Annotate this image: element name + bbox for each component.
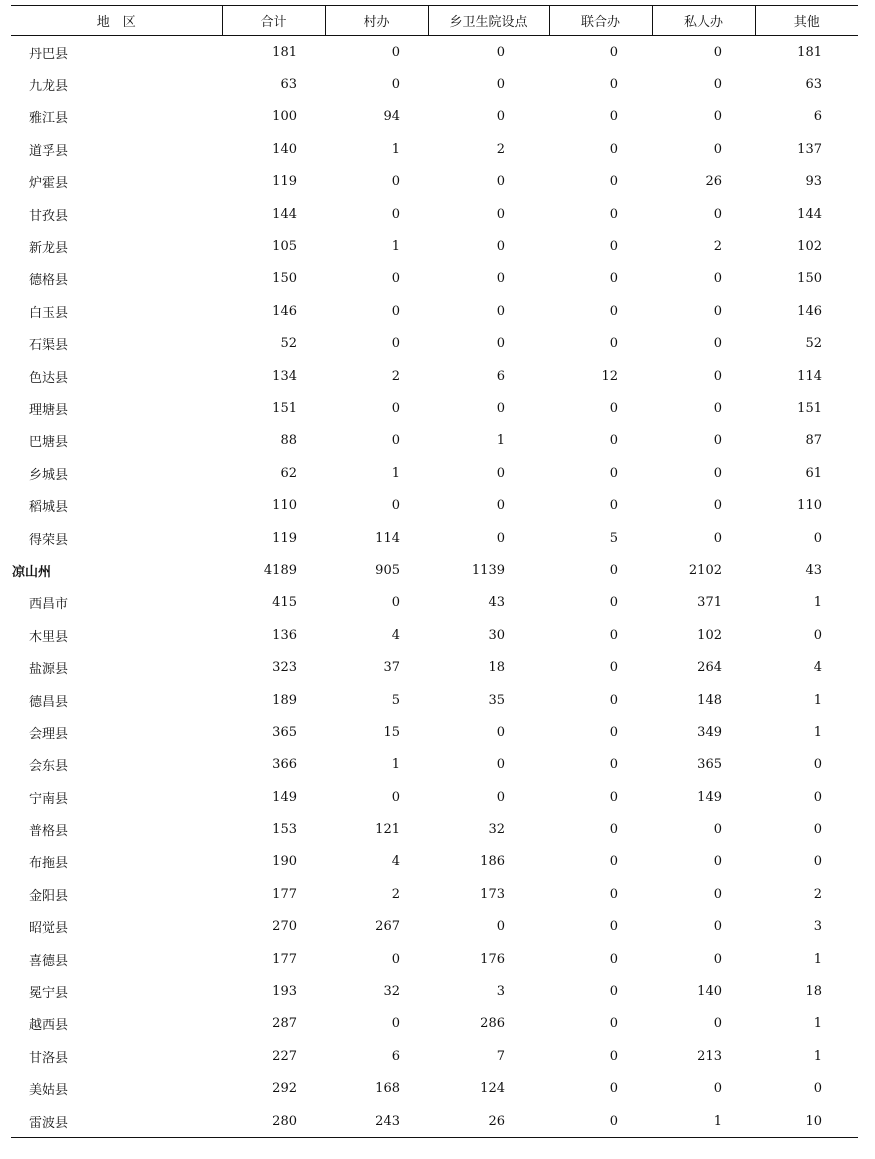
table-header [11, 6, 858, 36]
township-hospital-point-cell: 0 [496, 498, 505, 514]
village-run-cell: 0 [391, 77, 400, 93]
township-hospital-point-cell: 26 [428, 1105, 549, 1138]
region-name-cell: 乡城县 [29, 467, 69, 483]
region-name-cell: 甘孜县 [29, 208, 69, 224]
region-name-cell: 昭觉县 [29, 921, 69, 937]
privately-run-cell: 0 [713, 854, 722, 870]
total-cell: 119 [272, 174, 297, 190]
village-run-cell: 0 [391, 400, 400, 416]
township-hospital-point-cell: 0 [496, 206, 505, 222]
region-name-cell: 木里县 [29, 629, 69, 645]
region-name-cell: 宁南县 [29, 791, 69, 807]
privately-run-cell: 0 [713, 498, 722, 514]
total-cell: 227 [272, 1048, 297, 1064]
other-cell: 0 [813, 627, 822, 643]
table-row [11, 295, 858, 327]
village-run-cell: 1 [391, 239, 400, 255]
jointly-run-cell: 0 [609, 303, 618, 319]
jointly-run-cell: 0 [609, 206, 618, 222]
table-row [11, 651, 858, 683]
table-row [11, 263, 858, 295]
total-cell: 181 [272, 44, 297, 60]
region-name-cell: 巴塘县 [29, 435, 69, 451]
village-run-cell: 0 [391, 271, 400, 287]
table-row [11, 878, 858, 910]
table-row [11, 230, 858, 262]
jointly-run-cell: 0 [609, 1081, 618, 1097]
jointly-run-cell: 0 [609, 239, 618, 255]
village-run-cell: 6 [391, 1048, 400, 1064]
region-name-cell: 丹巴县 [29, 46, 69, 62]
other-cell: 63 [805, 77, 822, 93]
table-row [11, 68, 858, 100]
township-hospital-point-cell: 7 [496, 1048, 505, 1064]
region-name-cell: 会东县 [29, 759, 69, 775]
township-hospital-point-cell: 0 [496, 271, 505, 287]
header-village-run: 村办 [325, 6, 428, 36]
jointly-run-cell: 0 [609, 77, 618, 93]
total-cell: 177 [272, 886, 297, 902]
region-name-cell: 布拖县 [29, 856, 69, 872]
jointly-run-cell: 0 [609, 465, 618, 481]
other-cell: 137 [797, 141, 822, 157]
village-run-cell: 267 [375, 919, 400, 935]
total-cell: 323 [272, 660, 297, 676]
statistics-table [11, 5, 858, 1138]
table-row [11, 328, 858, 360]
jointly-run-cell: 0 [609, 660, 618, 676]
village-run-cell: 4 [391, 627, 400, 643]
region-name-cell: 甘洛县 [29, 1050, 69, 1066]
township-hospital-point-cell: 0 [496, 400, 505, 416]
privately-run-cell: 140 [697, 984, 722, 1000]
jointly-run-cell: 0 [609, 271, 618, 287]
total-cell: 134 [272, 368, 297, 384]
township-hospital-point-cell: 0 [496, 303, 505, 319]
region-name-cell: 色达县 [29, 370, 69, 386]
table-row [11, 975, 858, 1007]
header-jointly-run: 联合办 [549, 6, 652, 36]
township-hospital-point-cell: 43 [488, 595, 505, 611]
table-row [11, 587, 858, 619]
village-run-cell: 0 [391, 433, 400, 449]
table-row [11, 360, 858, 392]
table-row [11, 846, 858, 878]
jointly-run-cell: 0 [609, 886, 618, 902]
region-name-cell: 德格县 [29, 273, 69, 289]
privately-run-cell: 0 [713, 400, 722, 416]
township-hospital-point-cell: 0 [496, 77, 505, 93]
jointly-run-cell: 0 [609, 141, 618, 157]
village-run-cell: 4 [391, 854, 400, 870]
total-cell: 63 [280, 77, 297, 93]
region-name-cell: 炉霍县 [29, 176, 69, 192]
privately-run-cell: 0 [713, 433, 722, 449]
jointly-run-cell: 0 [609, 724, 618, 740]
region-name-cell: 西昌市 [29, 597, 69, 613]
other-cell: 0 [813, 822, 822, 838]
jointly-run-cell: 0 [609, 1016, 618, 1032]
township-hospital-point-cell: 173 [480, 886, 505, 902]
table-row [11, 1105, 858, 1138]
total-cell: 177 [272, 951, 297, 967]
total-cell: 140 [272, 141, 297, 157]
privately-run-cell: 349 [697, 724, 722, 740]
table-row [11, 1008, 858, 1040]
township-hospital-point-cell: 0 [496, 757, 505, 773]
other-cell: 0 [813, 1081, 822, 1097]
village-run-cell: 1 [391, 465, 400, 481]
total-cell: 280 [222, 1105, 325, 1138]
region-name-cell: 凉山州 [12, 564, 52, 580]
other-cell: 146 [797, 303, 822, 319]
village-run-cell: 243 [325, 1105, 428, 1138]
table-row [11, 425, 858, 457]
other-cell: 0 [813, 530, 822, 546]
jointly-run-cell: 0 [609, 789, 618, 805]
privately-run-cell: 1 [652, 1105, 755, 1138]
table-row [11, 911, 858, 943]
region-name-cell: 美姑县 [29, 1083, 69, 1099]
region-name-cell: 雷波县 [11, 1105, 222, 1138]
township-hospital-point-cell: 3 [496, 984, 505, 1000]
total-cell: 52 [280, 336, 297, 352]
village-run-cell: 168 [375, 1081, 400, 1097]
table-row [11, 716, 858, 748]
township-hospital-point-cell: 0 [496, 530, 505, 546]
region-name-cell: 会理县 [29, 726, 69, 742]
total-cell: 189 [272, 692, 297, 708]
other-cell: 0 [813, 789, 822, 805]
other-cell: 93 [805, 174, 822, 190]
privately-run-cell: 371 [697, 595, 722, 611]
privately-run-cell: 149 [697, 789, 722, 805]
total-cell: 150 [272, 271, 297, 287]
privately-run-cell: 264 [697, 660, 722, 676]
village-run-cell: 0 [391, 303, 400, 319]
total-cell: 119 [272, 530, 297, 546]
jointly-run-cell: 0 [609, 854, 618, 870]
total-cell: 146 [272, 303, 297, 319]
jointly-run-cell: 5 [609, 530, 618, 546]
total-cell: 105 [272, 239, 297, 255]
village-run-cell: 0 [391, 595, 400, 611]
privately-run-cell: 0 [713, 951, 722, 967]
total-cell: 136 [272, 627, 297, 643]
privately-run-cell: 0 [713, 303, 722, 319]
jointly-run-cell: 0 [609, 919, 618, 935]
privately-run-cell: 148 [697, 692, 722, 708]
other-cell: 1 [813, 692, 822, 708]
table-row [11, 522, 858, 554]
privately-run-cell: 0 [713, 77, 722, 93]
jointly-run-cell: 0 [609, 562, 618, 578]
privately-run-cell: 213 [697, 1048, 722, 1064]
jointly-run-cell: 12 [601, 368, 618, 384]
township-hospital-point-cell: 0 [496, 174, 505, 190]
other-cell: 1 [813, 724, 822, 740]
township-hospital-point-cell: 0 [496, 789, 505, 805]
privately-run-cell: 0 [713, 44, 722, 60]
table-body [11, 36, 858, 1138]
township-hospital-point-cell: 286 [480, 1016, 505, 1032]
jointly-run-cell: 0 [609, 44, 618, 60]
village-run-cell: 0 [391, 206, 400, 222]
total-cell: 287 [272, 1016, 297, 1032]
table-row [11, 133, 858, 165]
header-privately-run: 私人办 [652, 6, 755, 36]
other-cell: 102 [797, 239, 822, 255]
township-hospital-point-cell: 0 [496, 109, 505, 125]
other-cell: 1 [813, 1016, 822, 1032]
table-row [11, 392, 858, 424]
village-run-cell: 114 [375, 530, 400, 546]
jointly-run-cell: 0 [609, 174, 618, 190]
total-cell: 415 [272, 595, 297, 611]
region-name-cell: 德昌县 [29, 694, 69, 710]
privately-run-cell: 0 [713, 465, 722, 481]
region-name-cell: 越西县 [29, 1018, 69, 1034]
privately-run-cell: 0 [713, 1081, 722, 1097]
other-cell: 43 [805, 562, 822, 578]
total-cell: 110 [272, 498, 297, 514]
table-row [11, 619, 858, 651]
village-run-cell: 15 [383, 724, 400, 740]
jointly-run-cell: 0 [609, 627, 618, 643]
township-hospital-point-cell: 124 [480, 1081, 505, 1097]
other-cell: 4 [813, 660, 822, 676]
table-row [11, 166, 858, 198]
jointly-run-cell: 0 [609, 595, 618, 611]
total-cell: 190 [272, 854, 297, 870]
village-run-cell: 37 [383, 660, 400, 676]
village-run-cell: 121 [375, 822, 400, 838]
table-row [11, 101, 858, 133]
other-cell: 6 [813, 109, 822, 125]
other-cell: 151 [797, 400, 822, 416]
village-run-cell: 1 [391, 141, 400, 157]
privately-run-cell: 0 [713, 336, 722, 352]
table-row [11, 489, 858, 521]
privately-run-cell: 2 [713, 239, 722, 255]
region-name-cell: 九龙县 [29, 79, 69, 95]
other-cell: 52 [805, 336, 822, 352]
township-hospital-point-cell: 186 [480, 854, 505, 870]
privately-run-cell: 0 [713, 271, 722, 287]
village-run-cell: 0 [391, 789, 400, 805]
region-name-cell: 理塘县 [29, 402, 69, 418]
township-hospital-point-cell: 1139 [471, 562, 505, 578]
township-hospital-point-cell: 18 [488, 660, 505, 676]
other-cell: 61 [805, 465, 822, 481]
table-row [11, 943, 858, 975]
region-name-cell: 普格县 [29, 824, 69, 840]
other-cell: 114 [797, 368, 822, 384]
jointly-run-cell: 0 [549, 1105, 652, 1138]
jointly-run-cell: 0 [609, 433, 618, 449]
privately-run-cell: 0 [713, 530, 722, 546]
privately-run-cell: 0 [713, 822, 722, 838]
township-hospital-point-cell: 30 [488, 627, 505, 643]
other-cell: 1 [813, 595, 822, 611]
other-cell: 144 [797, 206, 822, 222]
township-hospital-point-cell: 0 [496, 465, 505, 481]
other-cell: 181 [797, 44, 822, 60]
township-hospital-point-cell: 32 [488, 822, 505, 838]
total-cell: 100 [272, 109, 297, 125]
header-total: 合计 [222, 6, 325, 36]
jointly-run-cell: 0 [609, 951, 618, 967]
privately-run-cell: 2102 [688, 562, 722, 578]
jointly-run-cell: 0 [609, 757, 618, 773]
privately-run-cell: 0 [713, 1016, 722, 1032]
jointly-run-cell: 0 [609, 1048, 618, 1064]
table-row [11, 684, 858, 716]
jointly-run-cell: 0 [609, 498, 618, 514]
township-hospital-point-cell: 0 [496, 44, 505, 60]
privately-run-cell: 365 [697, 757, 722, 773]
total-cell: 4189 [263, 562, 297, 578]
jointly-run-cell: 0 [609, 822, 618, 838]
privately-run-cell: 26 [705, 174, 722, 190]
table-row [11, 457, 858, 489]
total-cell: 365 [272, 724, 297, 740]
other-cell: 2 [813, 886, 822, 902]
total-cell: 366 [272, 757, 297, 773]
township-hospital-point-cell: 0 [496, 724, 505, 740]
privately-run-cell: 0 [713, 886, 722, 902]
table-row [11, 781, 858, 813]
village-run-cell: 1 [391, 757, 400, 773]
region-name-cell: 石渠县 [29, 338, 69, 354]
region-name-cell: 喜德县 [29, 953, 69, 969]
other-cell: 0 [813, 854, 822, 870]
village-run-cell: 0 [391, 174, 400, 190]
header-other: 其他 [755, 6, 858, 36]
village-run-cell: 0 [391, 951, 400, 967]
total-cell: 193 [272, 984, 297, 1000]
total-cell: 153 [272, 822, 297, 838]
region-name-cell: 冕宁县 [29, 986, 69, 1002]
township-hospital-point-cell: 176 [480, 951, 505, 967]
other-cell: 3 [813, 919, 822, 935]
table-row [11, 749, 858, 781]
privately-run-cell: 0 [713, 206, 722, 222]
township-hospital-point-cell: 6 [496, 368, 505, 384]
privately-run-cell: 0 [713, 109, 722, 125]
other-cell: 110 [797, 498, 822, 514]
jointly-run-cell: 0 [609, 692, 618, 708]
other-cell: 10 [755, 1105, 858, 1138]
total-cell: 62 [280, 465, 297, 481]
jointly-run-cell: 0 [609, 336, 618, 352]
table-row [11, 198, 858, 230]
township-hospital-point-cell: 0 [496, 919, 505, 935]
total-cell: 144 [272, 206, 297, 222]
privately-run-cell: 102 [697, 627, 722, 643]
region-name-cell: 得荣县 [29, 532, 69, 548]
header-township-hospital-point: 乡卫生院设点 [428, 6, 549, 36]
jointly-run-cell: 0 [609, 400, 618, 416]
region-name-cell: 盐源县 [29, 662, 69, 678]
total-cell: 88 [280, 433, 297, 449]
header-row [11, 6, 858, 36]
table-row [11, 1040, 858, 1072]
village-run-cell: 0 [391, 1016, 400, 1032]
village-run-cell: 905 [375, 562, 400, 578]
jointly-run-cell: 0 [609, 109, 618, 125]
privately-run-cell: 0 [713, 368, 722, 384]
village-run-cell: 5 [391, 692, 400, 708]
region-name-cell: 道孚县 [29, 143, 69, 159]
region-name-cell: 雅江县 [29, 111, 69, 127]
privately-run-cell: 0 [713, 919, 722, 935]
total-cell: 149 [272, 789, 297, 805]
other-cell: 18 [805, 984, 822, 1000]
township-hospital-point-cell: 0 [496, 239, 505, 255]
village-run-cell: 94 [383, 109, 400, 125]
region-name-cell: 新龙县 [29, 241, 69, 257]
other-cell: 1 [813, 951, 822, 967]
township-hospital-point-cell: 2 [496, 141, 505, 157]
header-region: 地 区 [11, 6, 222, 36]
other-cell: 1 [813, 1048, 822, 1064]
region-name-cell: 稻城县 [29, 500, 69, 516]
village-run-cell: 2 [391, 886, 400, 902]
other-cell: 150 [797, 271, 822, 287]
total-cell: 151 [272, 400, 297, 416]
table-row [11, 813, 858, 845]
total-cell: 292 [272, 1081, 297, 1097]
prefecture-row [11, 554, 858, 586]
privately-run-cell: 0 [713, 141, 722, 157]
other-cell: 87 [805, 433, 822, 449]
township-hospital-point-cell: 0 [496, 336, 505, 352]
village-run-cell: 0 [391, 44, 400, 60]
other-cell: 0 [813, 757, 822, 773]
village-run-cell: 32 [383, 984, 400, 1000]
village-run-cell: 0 [391, 498, 400, 514]
township-hospital-point-cell: 1 [496, 433, 505, 449]
table-row [11, 36, 858, 69]
total-cell: 270 [272, 919, 297, 935]
township-hospital-point-cell: 35 [488, 692, 505, 708]
region-name-cell: 白玉县 [29, 305, 69, 321]
village-run-cell: 0 [391, 336, 400, 352]
jointly-run-cell: 0 [609, 984, 618, 1000]
region-name-cell: 金阳县 [29, 888, 69, 904]
table-row [11, 1073, 858, 1105]
village-run-cell: 2 [391, 368, 400, 384]
